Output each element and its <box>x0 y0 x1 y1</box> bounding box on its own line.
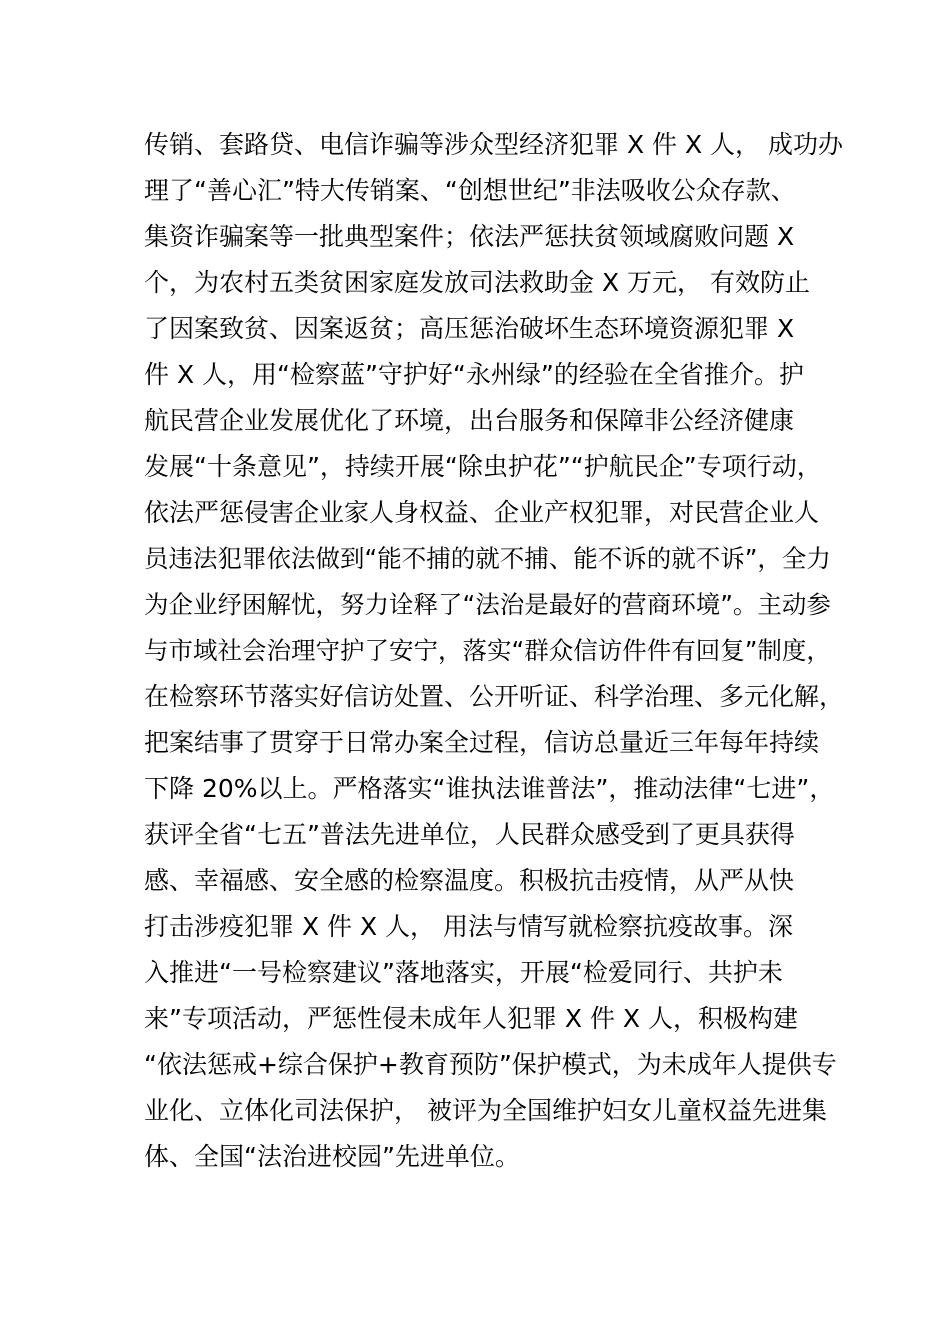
text-line: 打击涉疫犯罪 X 件 X 人， 用法与情写就检察抗疫故事。深 <box>144 912 793 941</box>
text-line: 与市域社会治理守护了安宁，落实“群众信访件件有回复”制度， <box>144 636 831 665</box>
text-line: 为企业纾困解忧，努力诠释了“法治是最好的营商环境”。主动参 <box>144 590 831 619</box>
text-line: 在检察环节落实好信访处置、公开听证、科学治理、多元化解， <box>144 682 845 711</box>
text-line: 下降 20%以上。严格落实“谁执法谁普法”，推动法律“七进”， <box>144 774 835 803</box>
text-line: 件 X 人，用“检察蓝”守护好“永州绿”的经验在全省推介。护 <box>144 360 804 389</box>
text-line: 个，为农村五类贫困家庭发放司法救助金 X 万元， 有效防止 <box>144 268 810 297</box>
text-line: 入推进“一号检察建议”落地落实，开展“检爱同行、共护未 <box>144 958 783 987</box>
text-line: 感、幸福感、安全感的检察温度。积极抗击疫情，从严从快 <box>144 866 795 895</box>
text-line: “依法惩戒+综合保护+教育预防”保护模式，为未成年人提供专 <box>144 1050 837 1079</box>
text-line: 了因案致贫、因案返贫；高压惩治破坏生态环境资源犯罪 X <box>144 314 795 343</box>
text-line: 员违法犯罪依法做到“能不捕的就不捕、能不诉的就不诉”，全力 <box>144 544 831 573</box>
text-line: 集资诈骗案等一批典型案件；依法严惩扶贫领域腐败问题 X <box>144 222 795 251</box>
text-line: 理了“善心汇”特大传销案、“创想世纪”非法吸收公众存款、 <box>144 176 796 205</box>
text-line: 来”专项活动，严惩性侵未成年人犯罪 X 件 X 人，积极构建 <box>144 1004 798 1033</box>
text-line: 获评全省“七五”普法先进单位，人民群众感受到了更具获得 <box>144 820 795 849</box>
text-line: 把案结事了贯穿于日常办案全过程，信访总量近三年每年持续 <box>144 728 820 757</box>
body-paragraph <box>144 122 844 1180</box>
text-line: 体、全国“法治进校园”先进单位。 <box>144 1142 520 1171</box>
text-line: 航民营企业发展优化了环境，出台服务和保障非公经济健康 <box>144 406 795 435</box>
text-line: 业化、立体化司法保护， 被评为全国维护妇女儿童权益先进集 <box>144 1096 827 1125</box>
text-line: 传销、套路贷、电信诈骗等涉众型经济犯罪 X 件 X 人， 成功办 <box>144 130 843 159</box>
text-line: 依法严惩侵害企业家人身权益、企业产权犯罪，对民营企业人 <box>144 498 820 527</box>
text-line: 发展“十条意见”，持续开展“除虫护花”“护航民企”专项行动， <box>144 452 822 481</box>
